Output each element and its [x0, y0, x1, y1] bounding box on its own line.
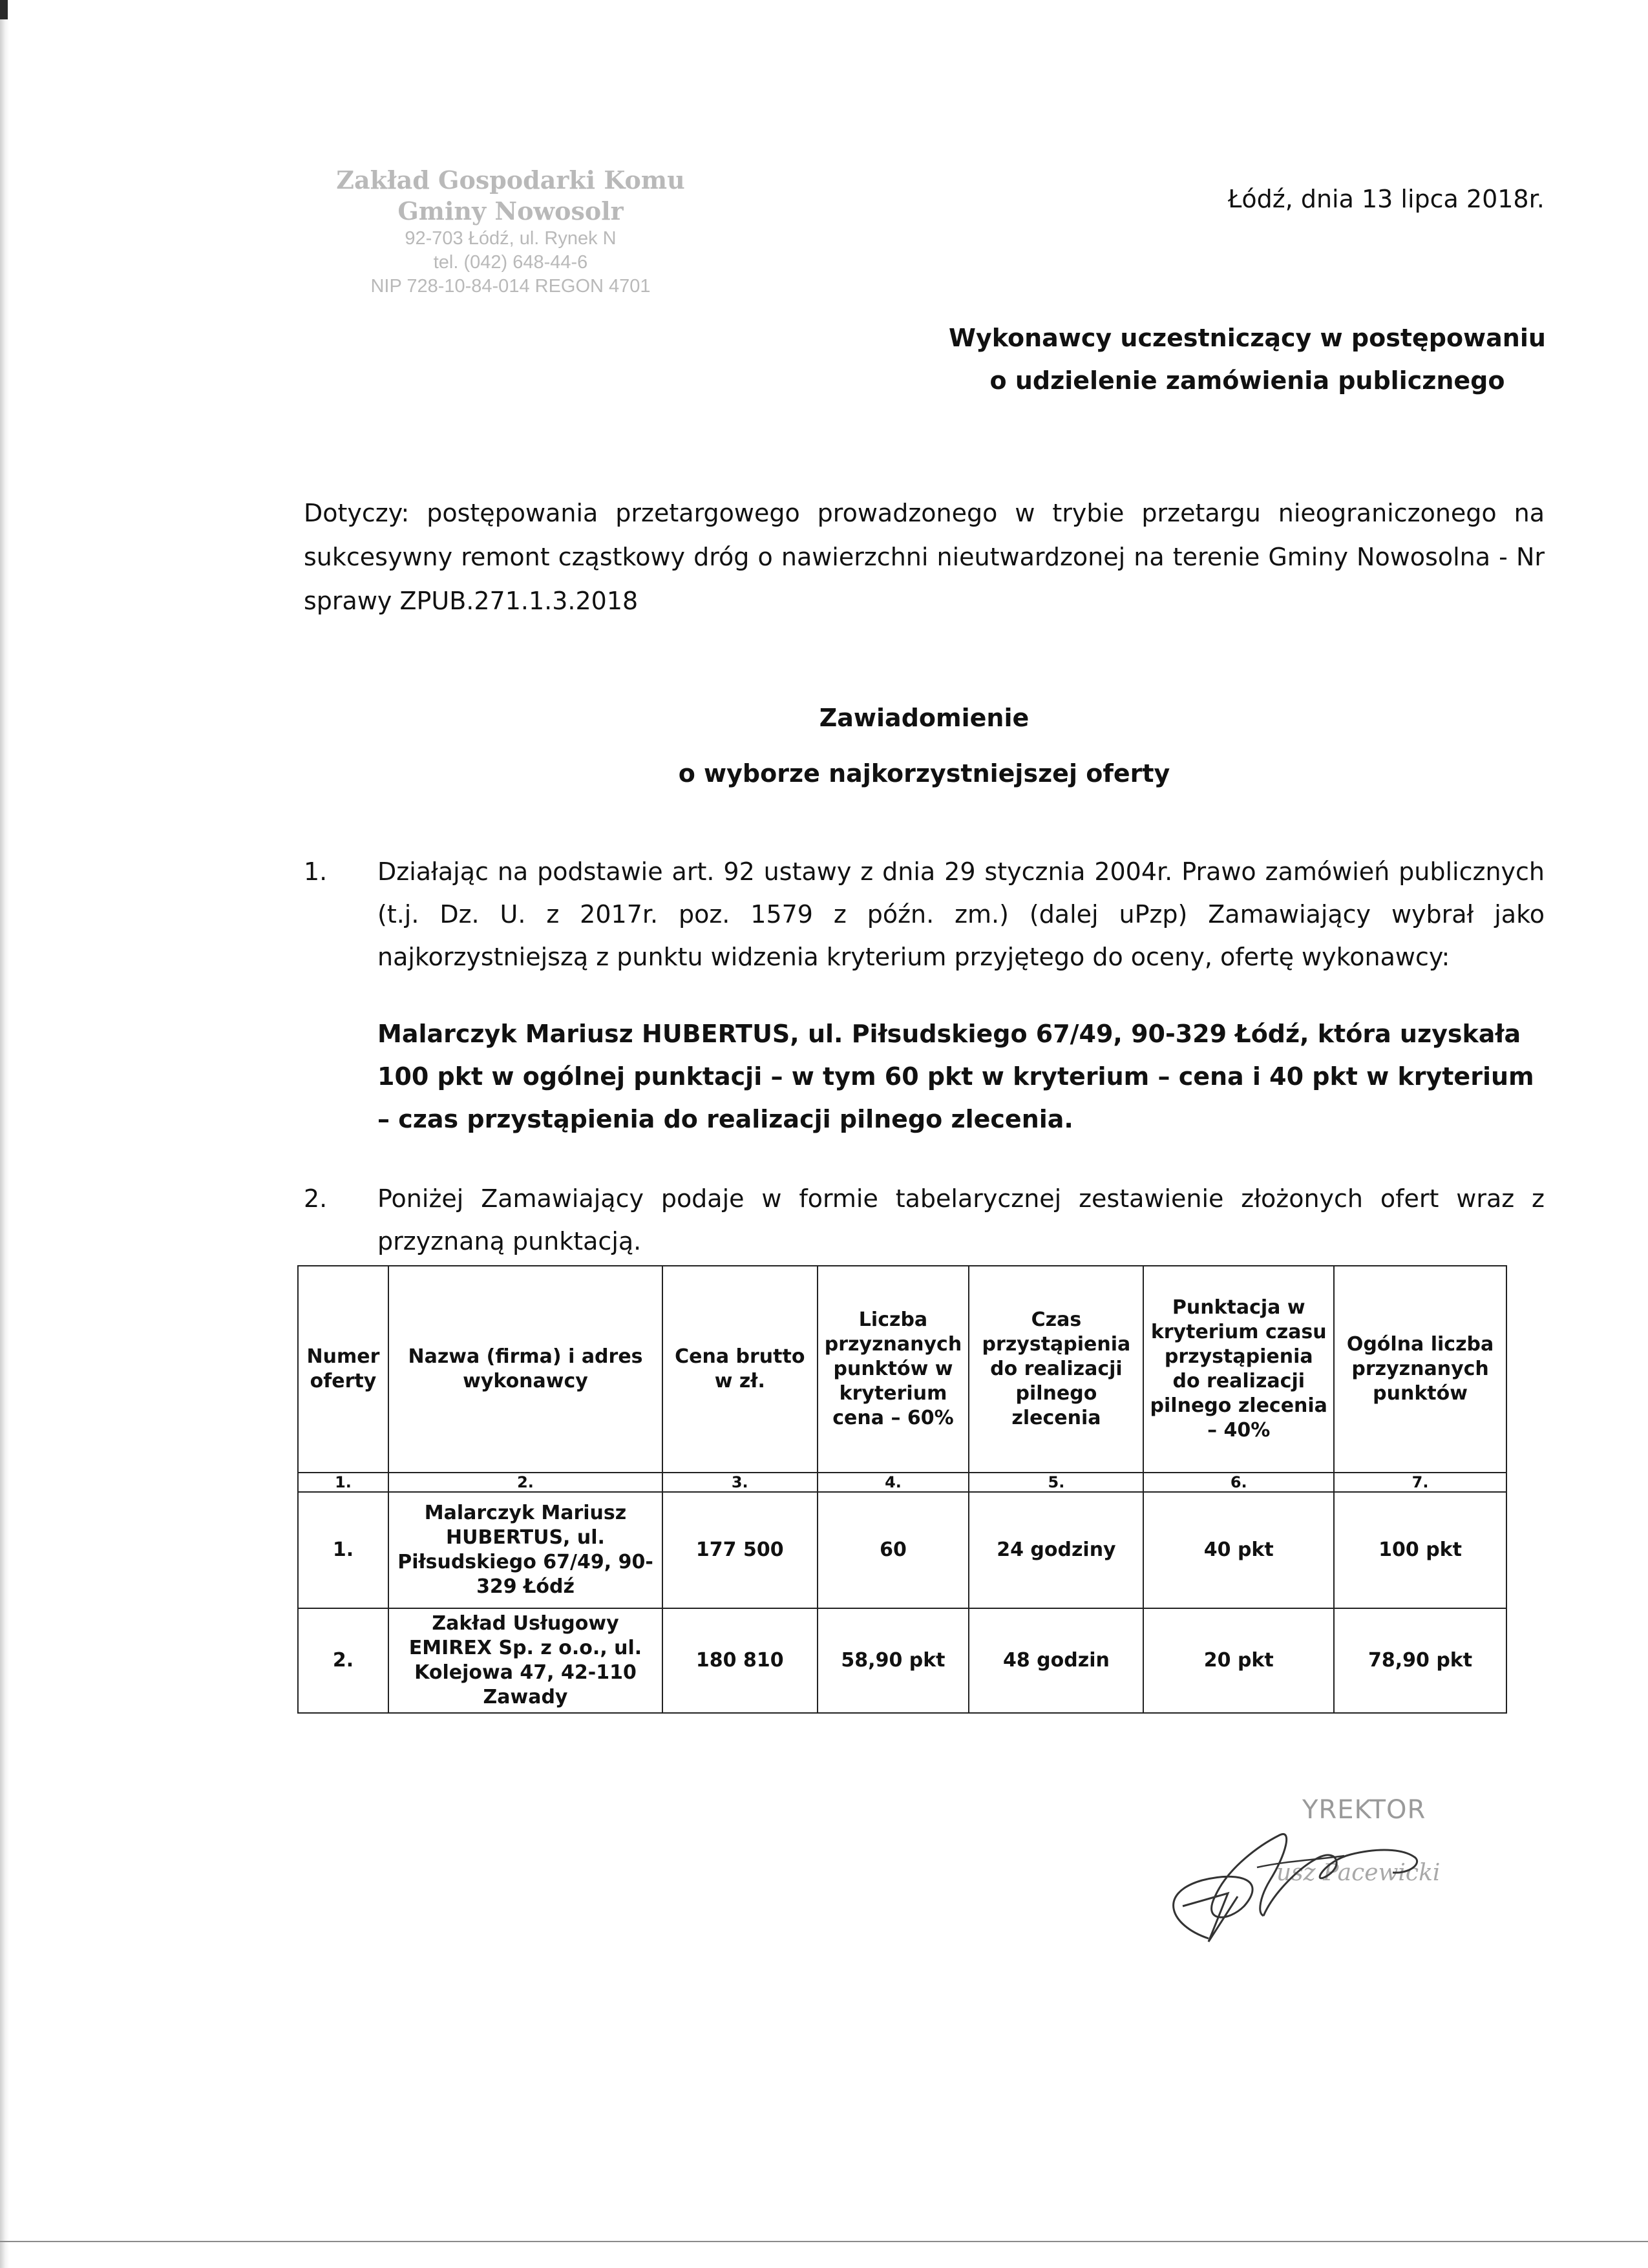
column-index: 5.: [969, 1473, 1143, 1492]
gross-price: 177 500: [662, 1492, 817, 1608]
signature-name: usz Pacewicki: [1276, 1860, 1441, 1886]
column-index: 4.: [818, 1473, 969, 1492]
point-text: Poniżej Zamawiający podaje w formie tabelarycznej zestawienie złożonych ofert wraz z przyznaną punktacją.: [377, 1184, 1545, 1255]
column-header: Ogólna liczba przyznanych punktów: [1334, 1266, 1506, 1473]
column-header: Numer oferty: [298, 1266, 388, 1473]
column-header: Nazwa (firma) i adres wykonawcy: [388, 1266, 662, 1473]
stamp-line: tel. (042) 648-44-6: [433, 252, 588, 273]
column-header: Czas przystąpienia do realizacji pilnego zlecenia: [969, 1266, 1143, 1473]
handwritten-signature: [1131, 1783, 1493, 1971]
signature-block: [1131, 1783, 1493, 1971]
point-number: 1.: [304, 857, 328, 886]
gross-price: 180 810: [662, 1608, 817, 1713]
stamp-line: Zakład Gospodarki Komu: [336, 165, 685, 194]
column-index: 1.: [298, 1473, 388, 1492]
document-title: [304, 690, 1545, 801]
document-date: Łódź, dnia 13 lipca 2018r.: [1228, 185, 1545, 213]
company-stamp: [304, 165, 717, 299]
column-header: Liczba przyznanych punktów w kryterium cena – 60%: [818, 1266, 969, 1473]
table-header-row: [298, 1266, 1506, 1473]
column-header: Cena brutto w zł.: [662, 1266, 817, 1473]
addressee: [860, 317, 1635, 402]
time-points: 40 pkt: [1143, 1492, 1334, 1608]
table-row: [298, 1492, 1506, 1608]
stamp-line: 92-703 Łódź, ul. Rynek N: [405, 228, 617, 249]
offer-number: 2.: [298, 1608, 388, 1713]
start-time: 24 godziny: [969, 1492, 1143, 1608]
column-header: Punktacja w kryterium czasu przystąpienia do realizacji pilnego zlecenia – 40%: [1143, 1266, 1334, 1473]
stamp-line: Gminy Nowosolr: [397, 196, 624, 226]
price-points: 60: [818, 1492, 969, 1608]
price-points: 58,90 pkt: [818, 1608, 969, 1713]
point-number: 2.: [304, 1184, 328, 1213]
column-index: 2.: [388, 1473, 662, 1492]
offers-table: [297, 1265, 1507, 1714]
offer-number: 1.: [298, 1492, 388, 1608]
contractor-name: Zakład Usługowy EMIREX Sp. z o.o., ul. Kolejowa 47, 42-110 Zawady: [388, 1608, 662, 1713]
signature-title: YREKTOR: [1302, 1795, 1426, 1825]
winning-offer: Malarczyk Mariusz HUBERTUS, ul. Piłsudskiego 67/49, 90-329 Łódź, która uzyskała 100 pkt w ogólnej punktacji – w tym 60 pkt w kryterium – cena i 40 pkt w kryterium – czas przystąpienia do realizacji pilnego zlecenia.: [377, 1020, 1534, 1133]
addressee-line: o udzielenie zamówienia publicznego: [989, 366, 1505, 395]
contractor-name: Malarczyk Mariusz HUBERTUS, ul. Piłsudskiego 67/49, 90-329 Łódź: [388, 1492, 662, 1608]
column-index: 7.: [1334, 1473, 1506, 1492]
total-points: 78,90 pkt: [1334, 1608, 1506, 1713]
scan-corner-mark: [0, 0, 8, 19]
scan-edge: [0, 0, 9, 2268]
column-index: 3.: [662, 1473, 817, 1492]
addressee-line: Wykonawcy uczestniczący w postępowaniu: [949, 324, 1546, 352]
title-line: o wyborze najkorzystniejszej oferty: [678, 759, 1170, 788]
total-points: 100 pkt: [1334, 1492, 1506, 1608]
column-index: 6.: [1143, 1473, 1334, 1492]
point-text: Działając na podstawie art. 92 ustawy z dnia 29 stycznia 2004r. Prawo zamówień publicznych (t.j. Dz. U. z 2017r. poz. 1579 z późn. zm.) (dalej uPzp) Zamawiający wybrał jako najkorzystniejszą z punktu widzenia kryterium przyjętego do oceny, ofertę wykonawcy:: [377, 857, 1545, 971]
start-time: 48 godzin: [969, 1608, 1143, 1713]
table-index-row: [298, 1473, 1506, 1492]
subject-paragraph: Dotyczy: postępowania przetargowego prowadzonego w trybie przetargu nieograniczonego na sukcesywny remont cząstkowy dróg o nawierzchni nieutwardzonej na terenie Gminy Nowosolna - Nr sprawy ZPUB.271.1.3.2018: [304, 499, 1545, 615]
scan-bottom-line: [0, 2241, 1648, 2242]
time-points: 20 pkt: [1143, 1608, 1334, 1713]
point-1: [304, 850, 1545, 978]
title-line: Zawiadomienie: [819, 704, 1030, 732]
table-row: [298, 1608, 1506, 1713]
stamp-line: NIP 728-10-84-014 REGON 4701: [370, 276, 651, 297]
point-2: [304, 1177, 1545, 1263]
